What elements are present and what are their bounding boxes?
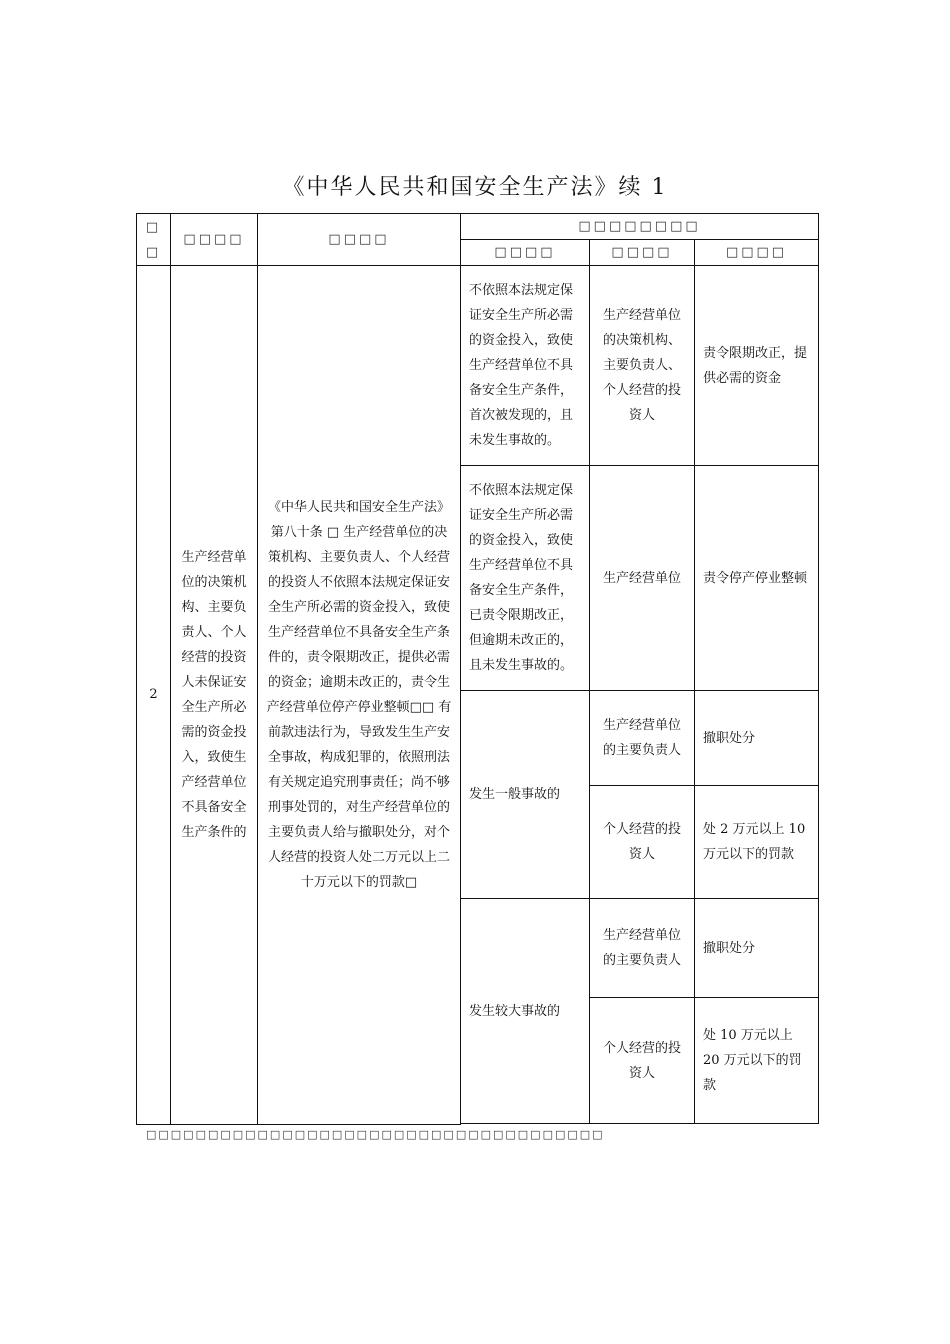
penalty-2: 责令停产停业整顿 <box>695 466 819 691</box>
penalty-4a: 撤职处分 <box>695 899 819 998</box>
target-3b: 个人经营的投资人 <box>590 786 695 899</box>
penalty-4b: 处 10 万元以上 20 万元以下的罚款 <box>695 998 819 1124</box>
situation-2: 不依照本法规定保证安全生产所必需的资金投入，致使生产经营单位不具备安全生产条件，已责令限期改正，但逾期未改正的，且未发生事故的。 <box>461 466 590 691</box>
legal-basis: 《中华人民共和国安全生产法》第八十条 □ 生产经营单位的决策机构、主要负责人、个人经营的投资人不依照本法规定保证安全生产所必需的资金投入，致使生产经营单位不具备安全生产条件的，责令限期改正，提供必需的资金；逾期未改正的，责令生产经营单位停产停业整顿□□ 有前款违法行为，导致发生生产安全事故，构成犯罪的，依照刑法有关规定追究刑事责任；尚不够刑事处罚的，对生产经营单位的主要负责人给与撤职处分，对个人经营的投资人处二万元以上二十万元以下的罚款□ <box>258 266 461 1125</box>
target-4b: 个人经营的投资人 <box>590 998 695 1124</box>
header-penalty: □□□□ <box>695 240 819 266</box>
situation-1: 不依照本法规定保证安全生产所必需的资金投入，致使生产经营单位不具备安全生产条件，首次被发现的，且未发生事故的。 <box>461 266 590 466</box>
header-target: □□□□ <box>590 240 695 266</box>
header-group: □□□□□□□□ <box>461 214 819 240</box>
target-2: 生产经营单位 <box>590 466 695 691</box>
header-basis: □□□□ <box>258 214 461 266</box>
violation-behavior: 生产经营单位的决策机构、主要负责人、个人经营的投资人未保证安全生产所必需的资金投入，致使生产经营单位不具备安全生产条件的 <box>171 266 258 1125</box>
row-number: 2 <box>137 266 171 1125</box>
penalty-3a: 撤职处分 <box>695 691 819 786</box>
header-number-bottom: □ <box>145 244 162 260</box>
penalty-1: 责令限期改正，提供必需的资金 <box>695 266 819 466</box>
situation-4: 发生较大事故的 <box>461 899 590 1124</box>
target-1: 生产经营单位的决策机构、主要负责人、个人经营的投资人 <box>590 266 695 466</box>
target-4a: 生产经营单位的主要负责人 <box>590 899 695 998</box>
header-number-cell <box>137 214 171 266</box>
document-title: 《中华人民共和国安全生产法》续 1 <box>282 175 668 200</box>
penalty-3b: 处 2 万元以上 10 万元以下的罚款 <box>695 786 819 899</box>
situation-3: 发生一般事故的 <box>461 691 590 899</box>
header-situation: □□□□ <box>461 240 590 266</box>
target-3a: 生产经营单位的主要负责人 <box>590 691 695 786</box>
header-behavior: □□□□ <box>171 214 258 266</box>
footer-note: □□□□□□□□□□□□□□□□□□□□□□□□□□□□□□□□□□□□□ <box>146 1128 605 1141</box>
header-number-top: □ <box>145 219 162 235</box>
spacer <box>461 1124 819 1125</box>
penalty-table <box>136 213 819 1125</box>
